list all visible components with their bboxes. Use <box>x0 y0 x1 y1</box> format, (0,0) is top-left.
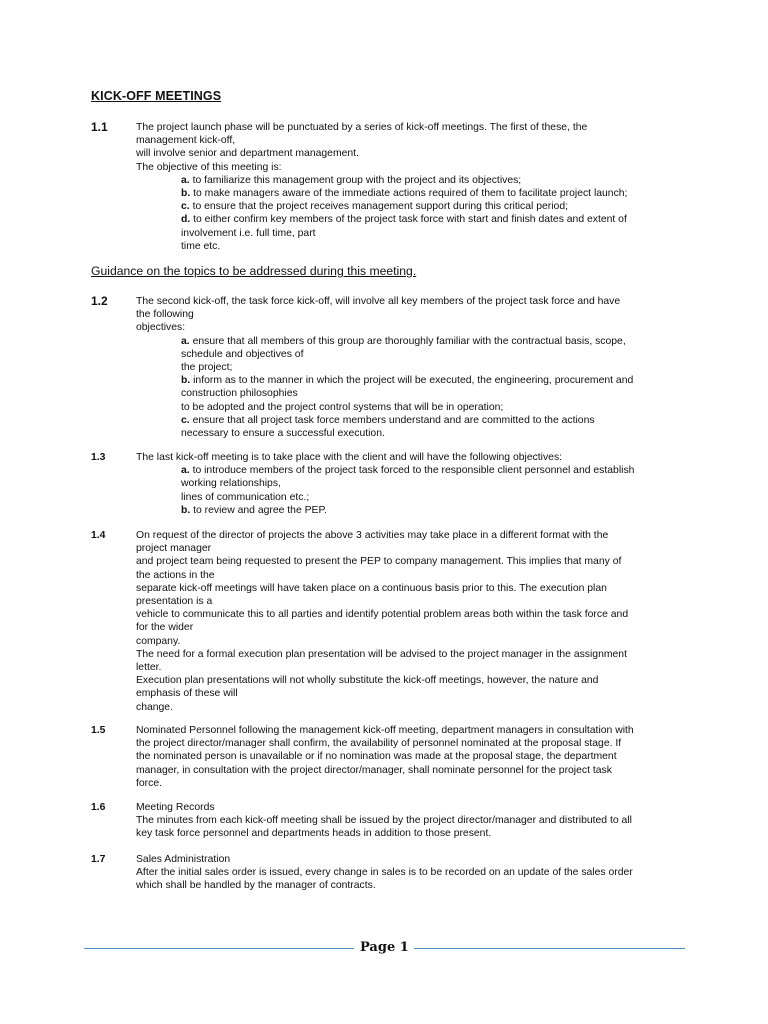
paragraph-line: objectives: <box>136 322 186 334</box>
paragraph-line: Sales Administration <box>136 854 231 865</box>
list-item: a. ensure that all members of this group are thoroughly familiar with the contractual basis, scope, <box>181 335 626 347</box>
section-number: 1.1 <box>91 120 108 134</box>
section-1-7 <box>91 853 681 893</box>
footer-rule-right <box>414 948 685 949</box>
paragraph-line: management kick-off, <box>136 135 236 147</box>
paragraph-line: necessary to ensure a successful execution. <box>181 428 385 440</box>
paragraph-line: Nominated Personnel following the management kick-off meeting, department managers in consultation with <box>136 725 634 736</box>
paragraph-line: change. <box>136 701 173 713</box>
section-1-6 <box>91 801 681 841</box>
paragraph-line: lines of communication etc.; <box>181 491 310 503</box>
paragraph-line: involvement i.e. full time, part <box>181 227 316 239</box>
list-item: b. inform as to the manner in which the project will be executed, the engineering, procurement and <box>181 375 634 387</box>
footer-rule-left <box>84 948 354 949</box>
paragraph-line: Execution plan presentations will not wholly substitute the kick-off meetings, however, the nature and <box>136 675 599 687</box>
section-number: 1.2 <box>91 294 108 308</box>
paragraph-line: The minutes from each kick-off meeting shall be issued by the project director/manager and distributed to all <box>136 815 632 827</box>
paragraph-line: the actions in the <box>136 569 215 581</box>
list-item: b. to make managers aware of the immediate actions required of them to facilitate project launch; <box>181 188 628 200</box>
paragraph-line: The last kick-off meeting is to take place with the client and will have the following objectives: <box>136 452 563 463</box>
list-item: b. to review and agree the PEP. <box>181 504 327 516</box>
paragraph-line: key task force personnel and departments heads in addition to those present. <box>136 828 492 840</box>
list-item: c. ensure that all project task force members understand and are committed to the actions <box>181 414 595 426</box>
guidance-subheading: Guidance on the topics to be addressed during this meeting. <box>91 264 417 278</box>
paragraph-line: The second kick-off, the task force kick-off, will involve all key members of the project task force and have <box>136 296 621 307</box>
page-number: Page 1 <box>360 940 409 955</box>
paragraph-line: will involve senior and department management. <box>136 148 359 160</box>
paragraph-line: time etc. <box>181 240 221 252</box>
paragraph-line: working relationships, <box>181 478 281 490</box>
paragraph-line: manager, in consultation with the project director/manager, shall nominate personnel for the project task <box>136 764 612 776</box>
paragraph-line: schedule and objectives of <box>181 348 304 360</box>
paragraph-line: The need for a formal execution plan presentation will be advised to the project manager in the assignment <box>136 648 627 660</box>
paragraph-line: project manager <box>136 543 212 555</box>
paragraph-line: the following <box>136 309 194 321</box>
paragraph-line: letter. <box>136 662 162 674</box>
paragraph-line: On request of the director of projects the above 3 activities may take place in a different format with the <box>136 530 609 541</box>
section-1-2 <box>91 295 681 440</box>
paragraph-line: the project; <box>181 362 233 374</box>
paragraph-line: The project launch phase will be punctuated by a series of kick-off meetings. The first of these, the <box>136 122 588 133</box>
section-number: 1.4 <box>91 530 106 541</box>
paragraph-line: Meeting Records <box>136 802 215 813</box>
section-number: 1.6 <box>91 802 106 813</box>
paragraph-line: to be adopted and the project control systems that will be in operation; <box>181 401 504 413</box>
section-1-4 <box>91 529 681 714</box>
paragraph-line: and project team being requested to present the PEP to company management. This implies that many of <box>136 556 622 568</box>
paragraph-line: vehicle to communicate this to all parties and identify potential problem areas both within the task force and <box>136 609 629 621</box>
paragraph-line: presentation is a <box>136 596 213 608</box>
list-item: a. to introduce members of the project task forced to the responsible client personnel and establish <box>181 465 635 477</box>
paragraph-line: company. <box>136 635 181 647</box>
section-heading: KICK-OFF MEETINGS <box>91 89 222 103</box>
section-1-3 <box>91 451 681 517</box>
list-item: d. to either confirm key members of the project task force with start and finish dates and extent of <box>181 214 627 226</box>
section-number: 1.3 <box>91 452 106 463</box>
section-1-1 <box>91 121 681 253</box>
list-item: c. to ensure that the project receives management support during this critical period; <box>181 201 568 213</box>
paragraph-line: The objective of this meeting is: <box>136 161 282 173</box>
paragraph-line: construction philosophies <box>181 388 298 400</box>
paragraph-line: force. <box>136 777 162 789</box>
paragraph-line: which shall be handled by the manager of contracts. <box>136 880 376 892</box>
section-number: 1.7 <box>91 854 106 865</box>
paragraph-line: for the wider <box>136 622 194 634</box>
section-1-5 <box>91 724 681 790</box>
paragraph-line: emphasis of these will <box>136 688 238 700</box>
section-number: 1.5 <box>91 725 106 736</box>
paragraph-line: After the initial sales order is issued, every change in sales is to be recorded on an update of the sales order <box>136 867 633 879</box>
paragraph-line: separate kick-off meetings will have taken place on a continuous basis prior to this. The execution plan <box>136 582 607 594</box>
paragraph-line: the project director/manager shall confirm, the availability of personnel nominated at the proposal stage. If <box>136 738 622 750</box>
list-item: a. to familiarize this management group with the project and its objectives; <box>181 174 522 186</box>
paragraph-line: the nominated person is unavailable or if no nomination was made at the proposal stage, the department <box>136 751 617 763</box>
